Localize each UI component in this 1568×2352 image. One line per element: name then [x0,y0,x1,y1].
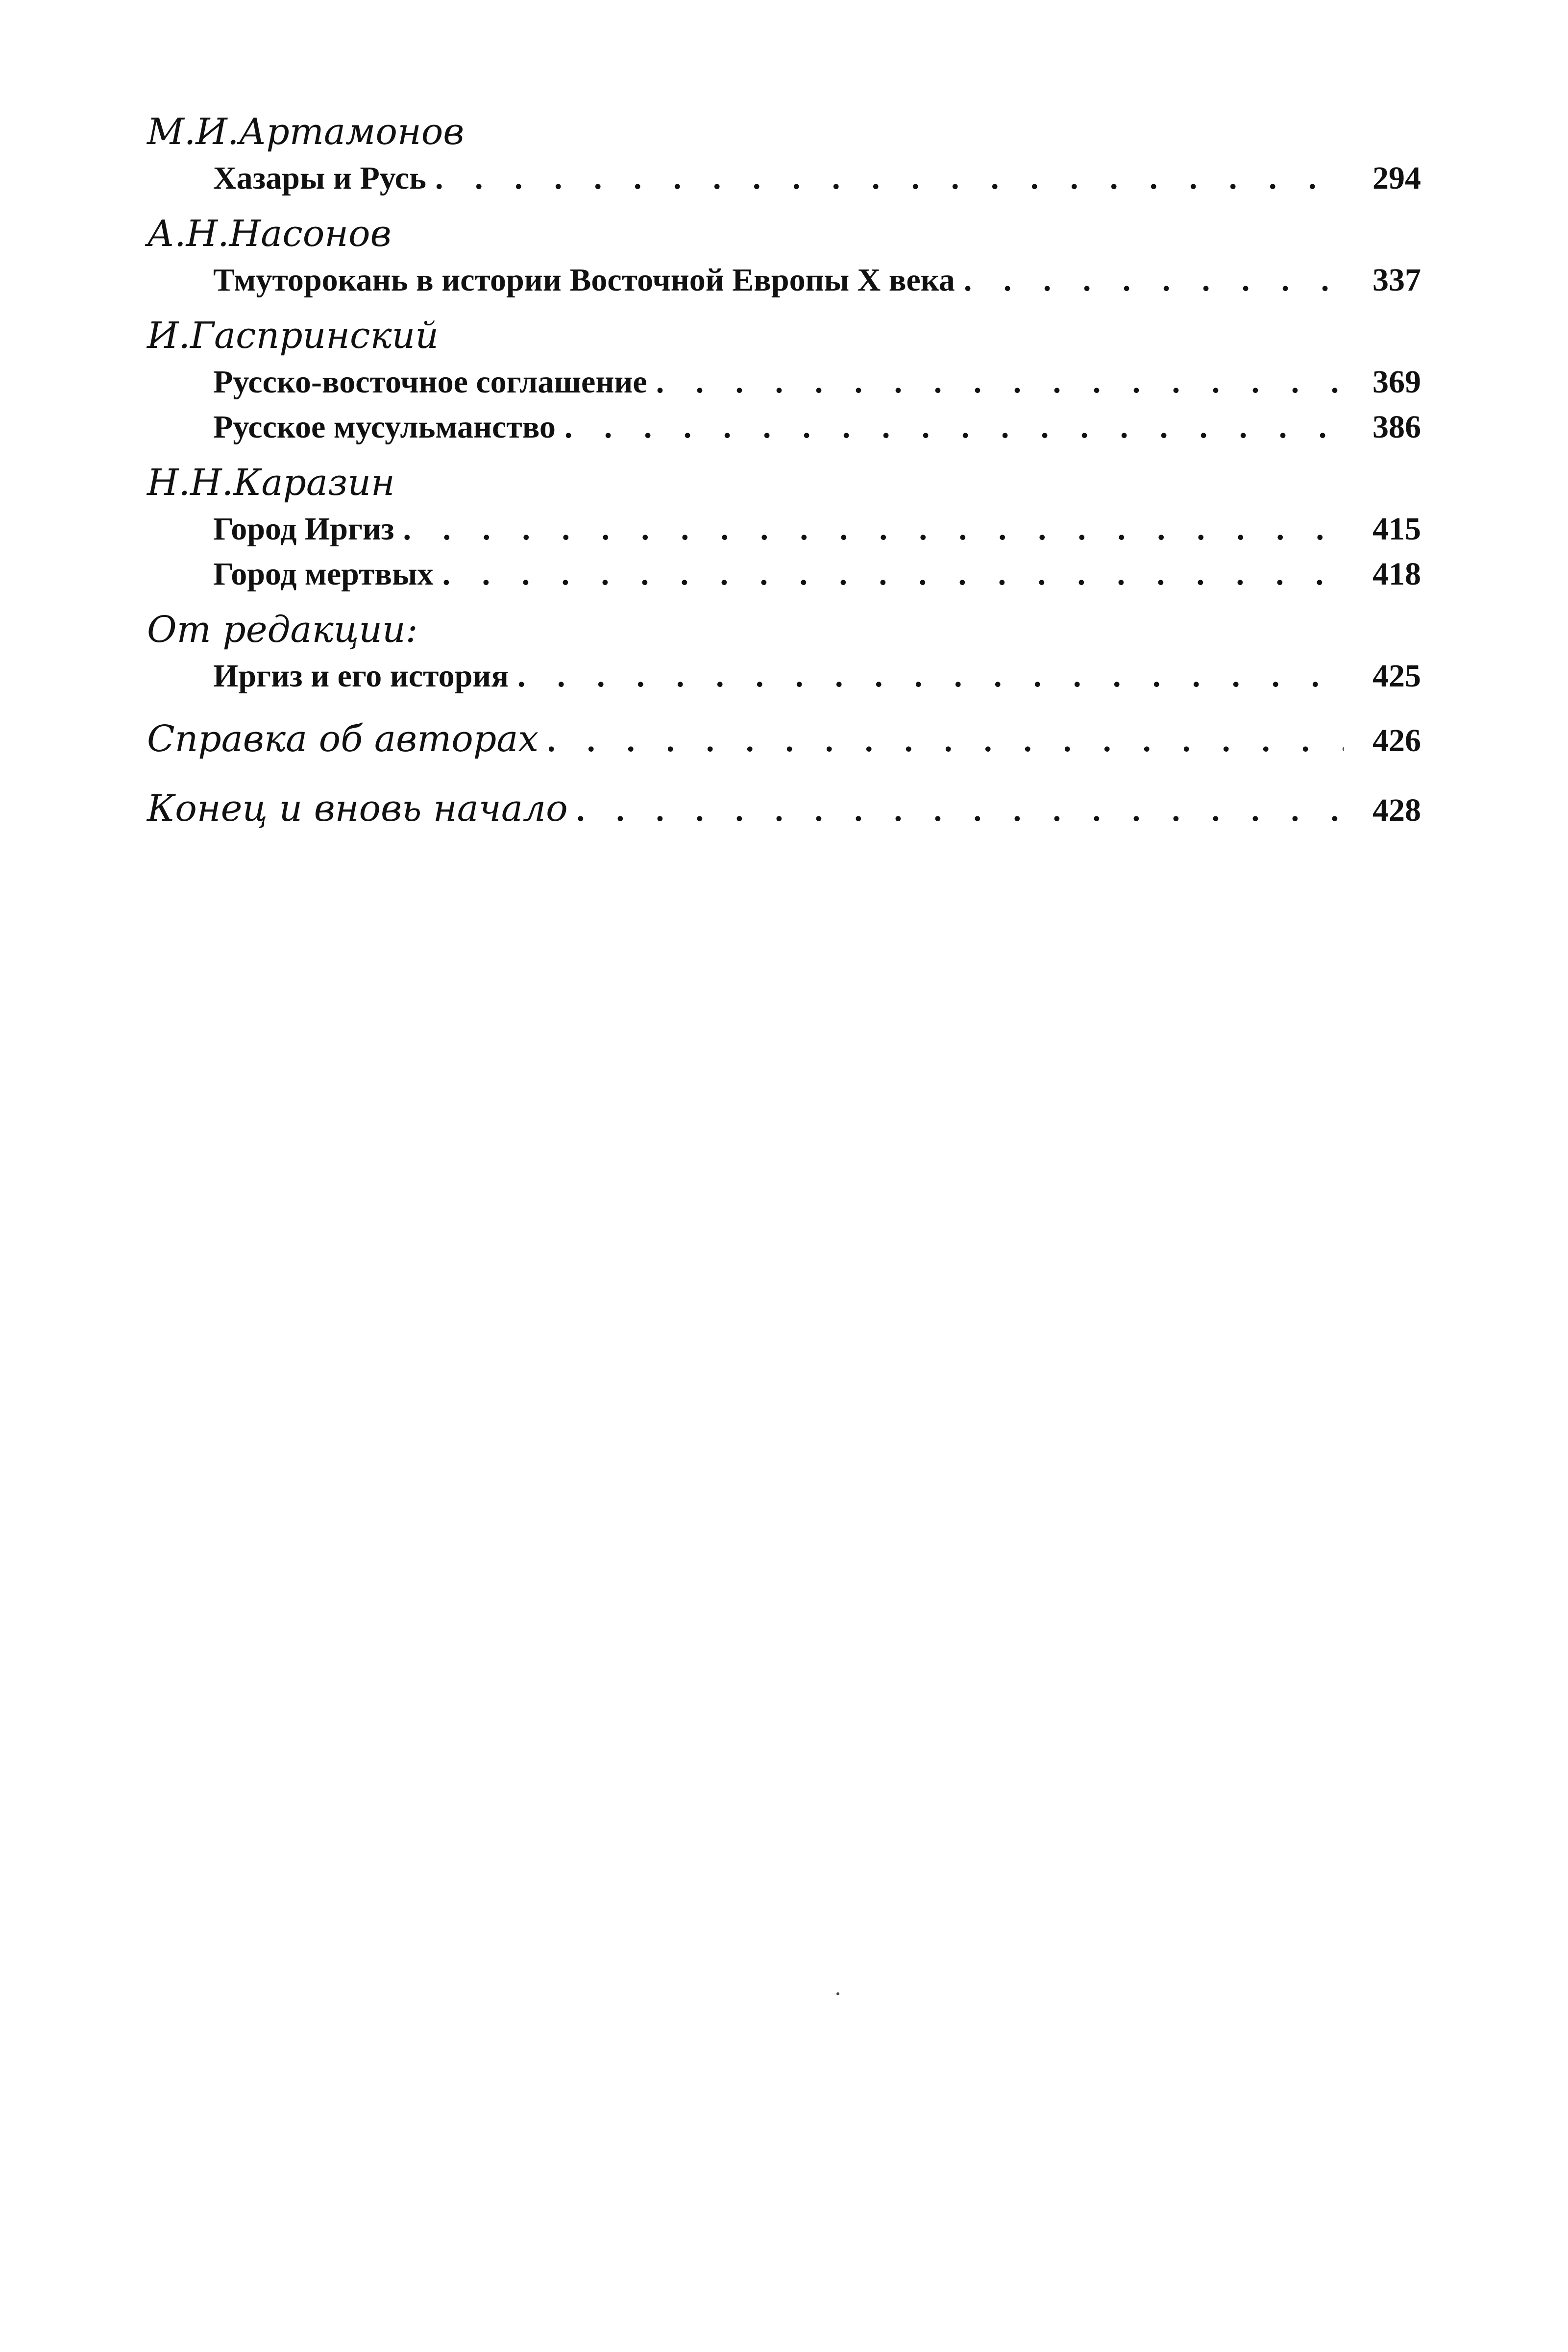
toc-entry-title: Русско-восточное соглашение [213,364,647,400]
toc-author-heading: А.Н.Насонов [147,213,392,255]
toc-entry-title: Тмуторокань в истории Восточной Европы X века [213,262,955,298]
toc-page-number: 386 [1372,409,1421,445]
toc-section-title: Справка об авторах [147,718,539,760]
toc-author-heading: Н.Н.Каразин [147,462,395,504]
toc-page-number: 337 [1372,262,1421,298]
toc-entry-title: Русское мусульманство [213,409,556,445]
toc-entry[interactable] [147,156,1421,201]
dot-leader [435,156,1344,201]
scan-speck [836,1992,839,1995]
toc-entry[interactable] [147,258,1421,303]
dot-leader [656,360,1344,405]
dot-leader [577,781,1344,840]
toc-entry-title: Иргиз и его история [213,658,509,694]
toc-entry[interactable] [147,654,1421,699]
toc-page-number: 415 [1372,511,1421,547]
dot-leader [442,552,1344,597]
toc-page-number: 369 [1372,364,1421,400]
toc-page-number: 294 [1372,160,1421,196]
toc-entry-title: Хазары и Русь [213,160,426,196]
table-of-contents [147,108,1421,838]
toc-section-entry[interactable] [147,779,1421,838]
toc-author-heading: М.И.Артамонов [147,111,465,153]
toc-page-number: 425 [1372,658,1421,694]
dot-leader [547,711,1344,770]
dot-leader [403,507,1344,552]
toc-entry[interactable] [147,405,1421,450]
dot-leader [517,654,1344,699]
toc-page-number: 426 [1372,723,1421,759]
toc-entry[interactable] [147,360,1421,405]
toc-entry-title: Город Иргиз [213,511,394,547]
toc-entry[interactable] [147,507,1421,552]
toc-author-heading: От редакции: [147,609,418,651]
toc-entry[interactable] [147,552,1421,597]
toc-page-number: 428 [1372,792,1421,828]
toc-page-number: 418 [1372,556,1421,592]
dot-leader [564,405,1344,450]
toc-entry-title: Город мертвых [213,556,434,592]
toc-section-title: Конец и вновь начало [147,787,568,830]
dot-leader [964,258,1344,303]
toc-section-entry[interactable] [147,710,1421,768]
toc-author-heading: И.Гаспринский [147,315,439,357]
